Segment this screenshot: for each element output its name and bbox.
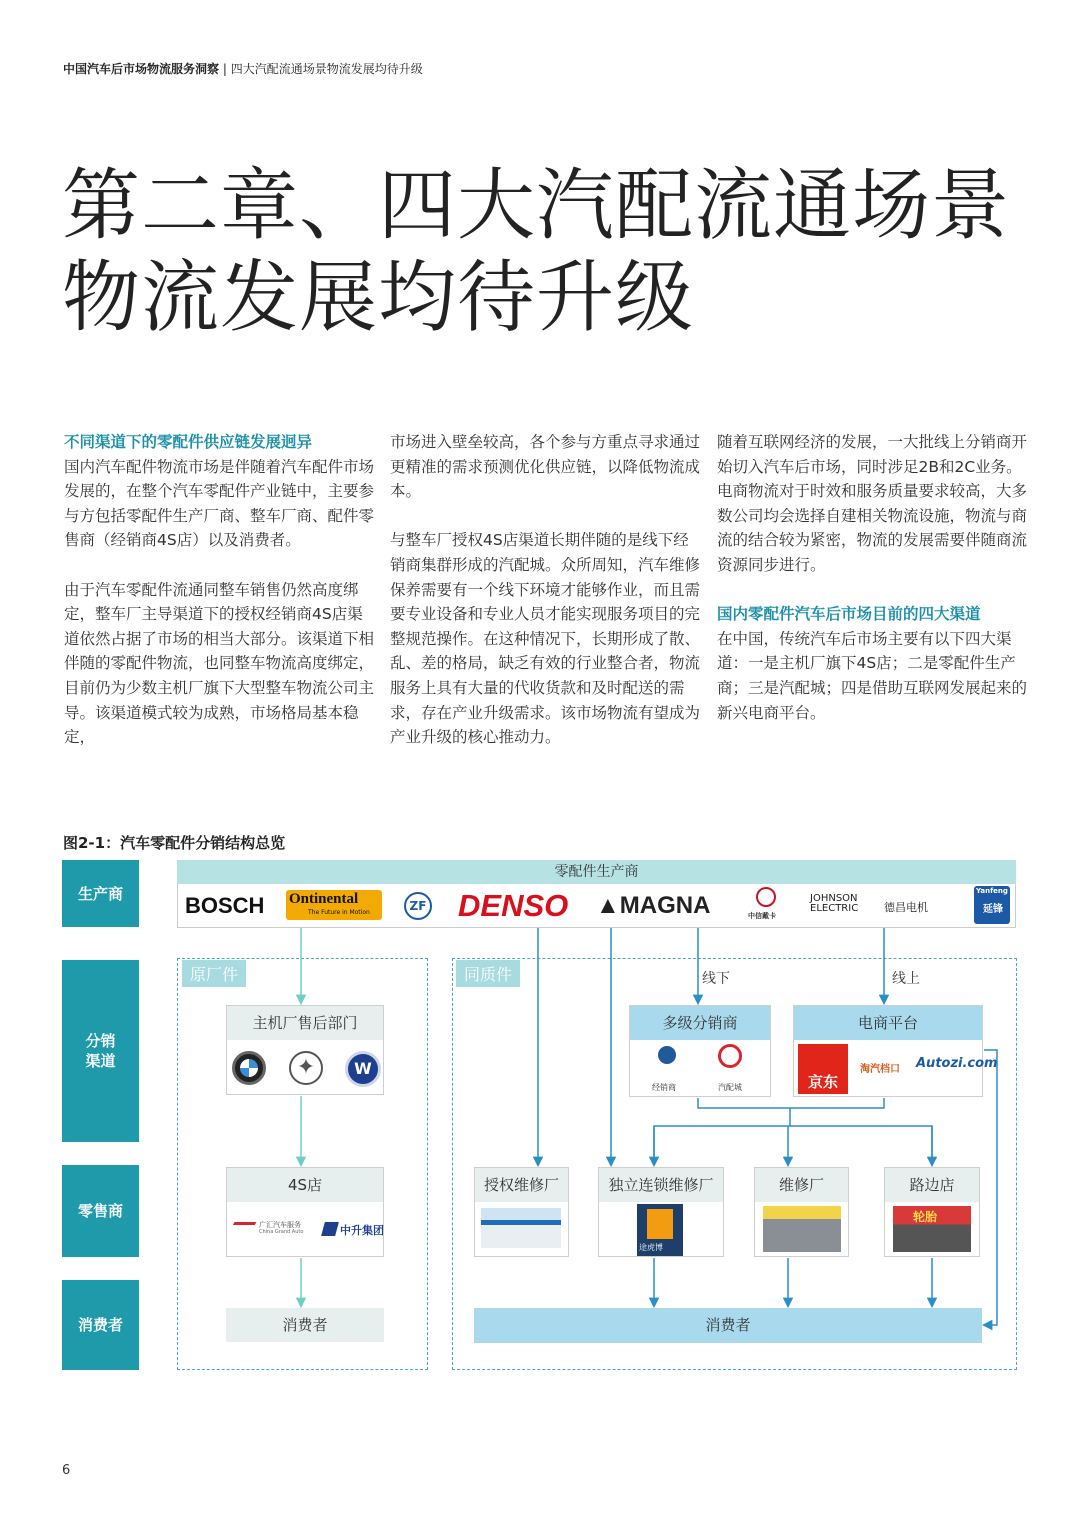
ecommerce-label: 电商平台 xyxy=(794,1006,982,1040)
authorized-repair-label: 授权维修厂 xyxy=(475,1168,568,1202)
distributor-logo-label: 经销商 xyxy=(652,1083,676,1092)
chain-repair-box xyxy=(598,1167,724,1257)
yanfeng-logo xyxy=(974,886,1010,924)
section-title: 四大汽配流通场景物流发展均待升级 xyxy=(230,62,423,76)
jd-logo xyxy=(798,1044,848,1094)
chapter-title-line2: 物流发展均待升级 xyxy=(62,253,695,343)
volkswagen-logo-icon: W xyxy=(345,1051,381,1087)
multi-distributor-label: 多级分销商 xyxy=(630,1006,770,1040)
roadside-shop-photo xyxy=(893,1206,971,1252)
repair-shop-label: 维修厂 xyxy=(755,1168,848,1202)
oem-tag: 原厂件 xyxy=(182,960,246,987)
online-label: 线上 xyxy=(892,971,920,987)
col1-paragraph-1: 国内汽车配件物流市场是伴随着汽车配件市场发展的，在整个汽车零配件产业链中，主要参与方包括零配件生产厂商、整车厂商、配件零售商（经销商4S店）以及消费者。 xyxy=(64,457,375,550)
figure-caption: 图2-1：汽车零配件分销结构总览 xyxy=(63,834,286,852)
oem-dept-label: 主机厂售后部门 xyxy=(227,1006,383,1040)
bmw-logo-icon xyxy=(232,1051,266,1085)
jd-label: 京东 xyxy=(807,1073,838,1091)
aftermarket-tag: 同质件 xyxy=(456,960,520,987)
text-column-2 xyxy=(390,430,700,774)
yanfeng-cn: 延锋 xyxy=(983,904,1003,915)
zhongsheng-label: 中升集团 xyxy=(340,1224,384,1237)
gac-swoosh-icon xyxy=(228,1222,257,1234)
side-label-producer: 生产商 xyxy=(62,860,139,927)
consumer-left-label: 消费者 xyxy=(226,1308,384,1342)
text-column-3 xyxy=(717,430,1027,750)
chain-repair-label: 独立连锁维修厂 xyxy=(599,1168,723,1202)
chapter-title-line1: 第二章、四大汽配流通场景 xyxy=(62,161,1011,251)
citic-label: 中信戴卡 xyxy=(748,912,776,920)
chain-repair-logo xyxy=(637,1204,683,1256)
magna-mark-icon: ▲ xyxy=(596,892,620,919)
magna-wordmark: MAGNA xyxy=(619,892,711,919)
continental-tagline: The Future in Motion xyxy=(308,909,370,916)
citic-mark-icon xyxy=(756,887,776,907)
ecommerce-box xyxy=(793,1005,998,1097)
deshang-label: 德昌电机 xyxy=(884,901,928,914)
repair-shop-box xyxy=(754,1167,849,1257)
running-header xyxy=(63,60,423,77)
chapter-title xyxy=(62,160,1010,344)
col1-paragraph-2: 由于汽车零配件流通同整车销售仍然高度绑定，整车厂主导渠道下的授权经销商4S店渠道依然占据了市场的相当大部分。该渠道下相伴随的零配件物流，也同整车物流高度绑定，目前仍为少数主机厂旗下大型整车物流公司主导。该渠道模式较为成熟，市场格局基本稳定， xyxy=(64,580,375,747)
report-title: 中国汽车后市场物流服务洞察 xyxy=(63,62,220,76)
auto-parts-city-label: 汽配城 xyxy=(718,1083,742,1092)
yanfeng-wordmark: Yanfeng xyxy=(976,887,1008,895)
continental-wordmark: Ontinental xyxy=(289,891,359,907)
offline-label: 线下 xyxy=(702,971,730,987)
authorized-repair-box xyxy=(474,1167,569,1257)
roadside-sign: 轮胎 xyxy=(913,1210,938,1224)
manufacturer-bar: 零配件生产商 xyxy=(177,860,1016,884)
col3-paragraph-2: 在中国，传统汽车后市场主要有以下四大渠道：一是主机厂旗下4S店；二是零配件生产商；三是汽配城；四是借助互联网发展起来的新兴电商平台。 xyxy=(717,629,1028,722)
gac-label-en: China Grand Auto xyxy=(259,1229,304,1235)
denso-logo: DENSO xyxy=(458,888,569,923)
manufacturer-logos xyxy=(177,884,1016,928)
oem-dept-box xyxy=(226,1005,384,1095)
taoqi-logo: 淘汽档口 xyxy=(860,1064,900,1075)
text-column-1 xyxy=(64,430,374,774)
chain-repair-mark-icon xyxy=(647,1209,673,1239)
autozi-logo: Autozi.com xyxy=(916,1056,998,1071)
side-label-consumer: 消费者 xyxy=(62,1280,139,1370)
side-label-distribution: 分销 渠道 xyxy=(62,960,139,1142)
store-4s-box xyxy=(226,1167,384,1257)
gac-label: 广汇汽车服务 xyxy=(259,1221,301,1229)
store-4s-label: 4S店 xyxy=(227,1168,383,1202)
chain-repair-logo-label: 途虎博 xyxy=(639,1243,663,1252)
side-label-retailer: 零售商 xyxy=(62,1165,139,1257)
johnson-electric-logo: JOHNSON ELECTRIC xyxy=(810,893,859,914)
china-grand-auto-logo xyxy=(231,1220,319,1240)
multi-distributor-box xyxy=(629,1005,771,1097)
roadside-shop-box xyxy=(884,1167,980,1257)
col3-paragraph-1: 随着互联网经济的发展，一大批线上分销商开始切入汽车后市场，同时涉足2B和2C业务。电商物流对于时效和服务质量要求较高，大多数公司均会选择自建相关物流设施，物流与商流的结合较为紧密，物流的发展需要伴随商流资源同步进行。 xyxy=(717,433,1028,574)
col2-paragraph-2: 与整车厂授权4S店渠道长期伴随的是线下经销商集群形成的汽配城。众所周知，汽车维修保养需要有一个线下环境才能够作业，而且需要专业设备和专业人员才能实现服务项目的完整规范操作。在这种情况下，长期形成了散、乱、差的格局，缺乏有效的行业整合者，物流服务上具有大量的代收货款和及时配送的需求，存在产业升级需求。该市场物流有望成为产业升级的核心推动力。 xyxy=(390,531,701,747)
roadside-shop-label: 路边店 xyxy=(885,1168,979,1202)
bosch-logo: BOSCH xyxy=(185,893,265,918)
auto-parts-city-icon xyxy=(718,1044,742,1068)
continental-logo xyxy=(286,890,382,920)
bmw-roundel-icon xyxy=(240,1059,258,1077)
zhongsheng-mark-icon xyxy=(321,1222,339,1236)
col2-paragraph-1: 市场进入壁垒较高，各个参与方重点寻求通过更精准的需求预测优化供应链，以降低物流成本。 xyxy=(390,433,701,501)
mercedes-logo-icon: ✦ xyxy=(289,1051,323,1085)
col3-heading: 国内零配件汽车后市场目前的四大渠道 xyxy=(717,605,981,624)
dealer-photo xyxy=(481,1208,561,1248)
col1-heading: 不同渠道下的零配件供应链发展迥异 xyxy=(64,433,313,451)
magna-logo xyxy=(596,892,710,920)
citic-logo xyxy=(748,887,780,920)
consumer-left-box xyxy=(226,1308,384,1342)
consumer-right-box: 消费者 xyxy=(474,1308,982,1343)
zf-logo: ZF xyxy=(404,892,432,920)
repair-shop-photo xyxy=(763,1206,841,1252)
distributor-logo-icon xyxy=(658,1046,676,1064)
header-separator: | xyxy=(222,62,227,76)
page-number: 6 xyxy=(62,1463,71,1478)
zhongsheng-logo xyxy=(323,1220,383,1240)
